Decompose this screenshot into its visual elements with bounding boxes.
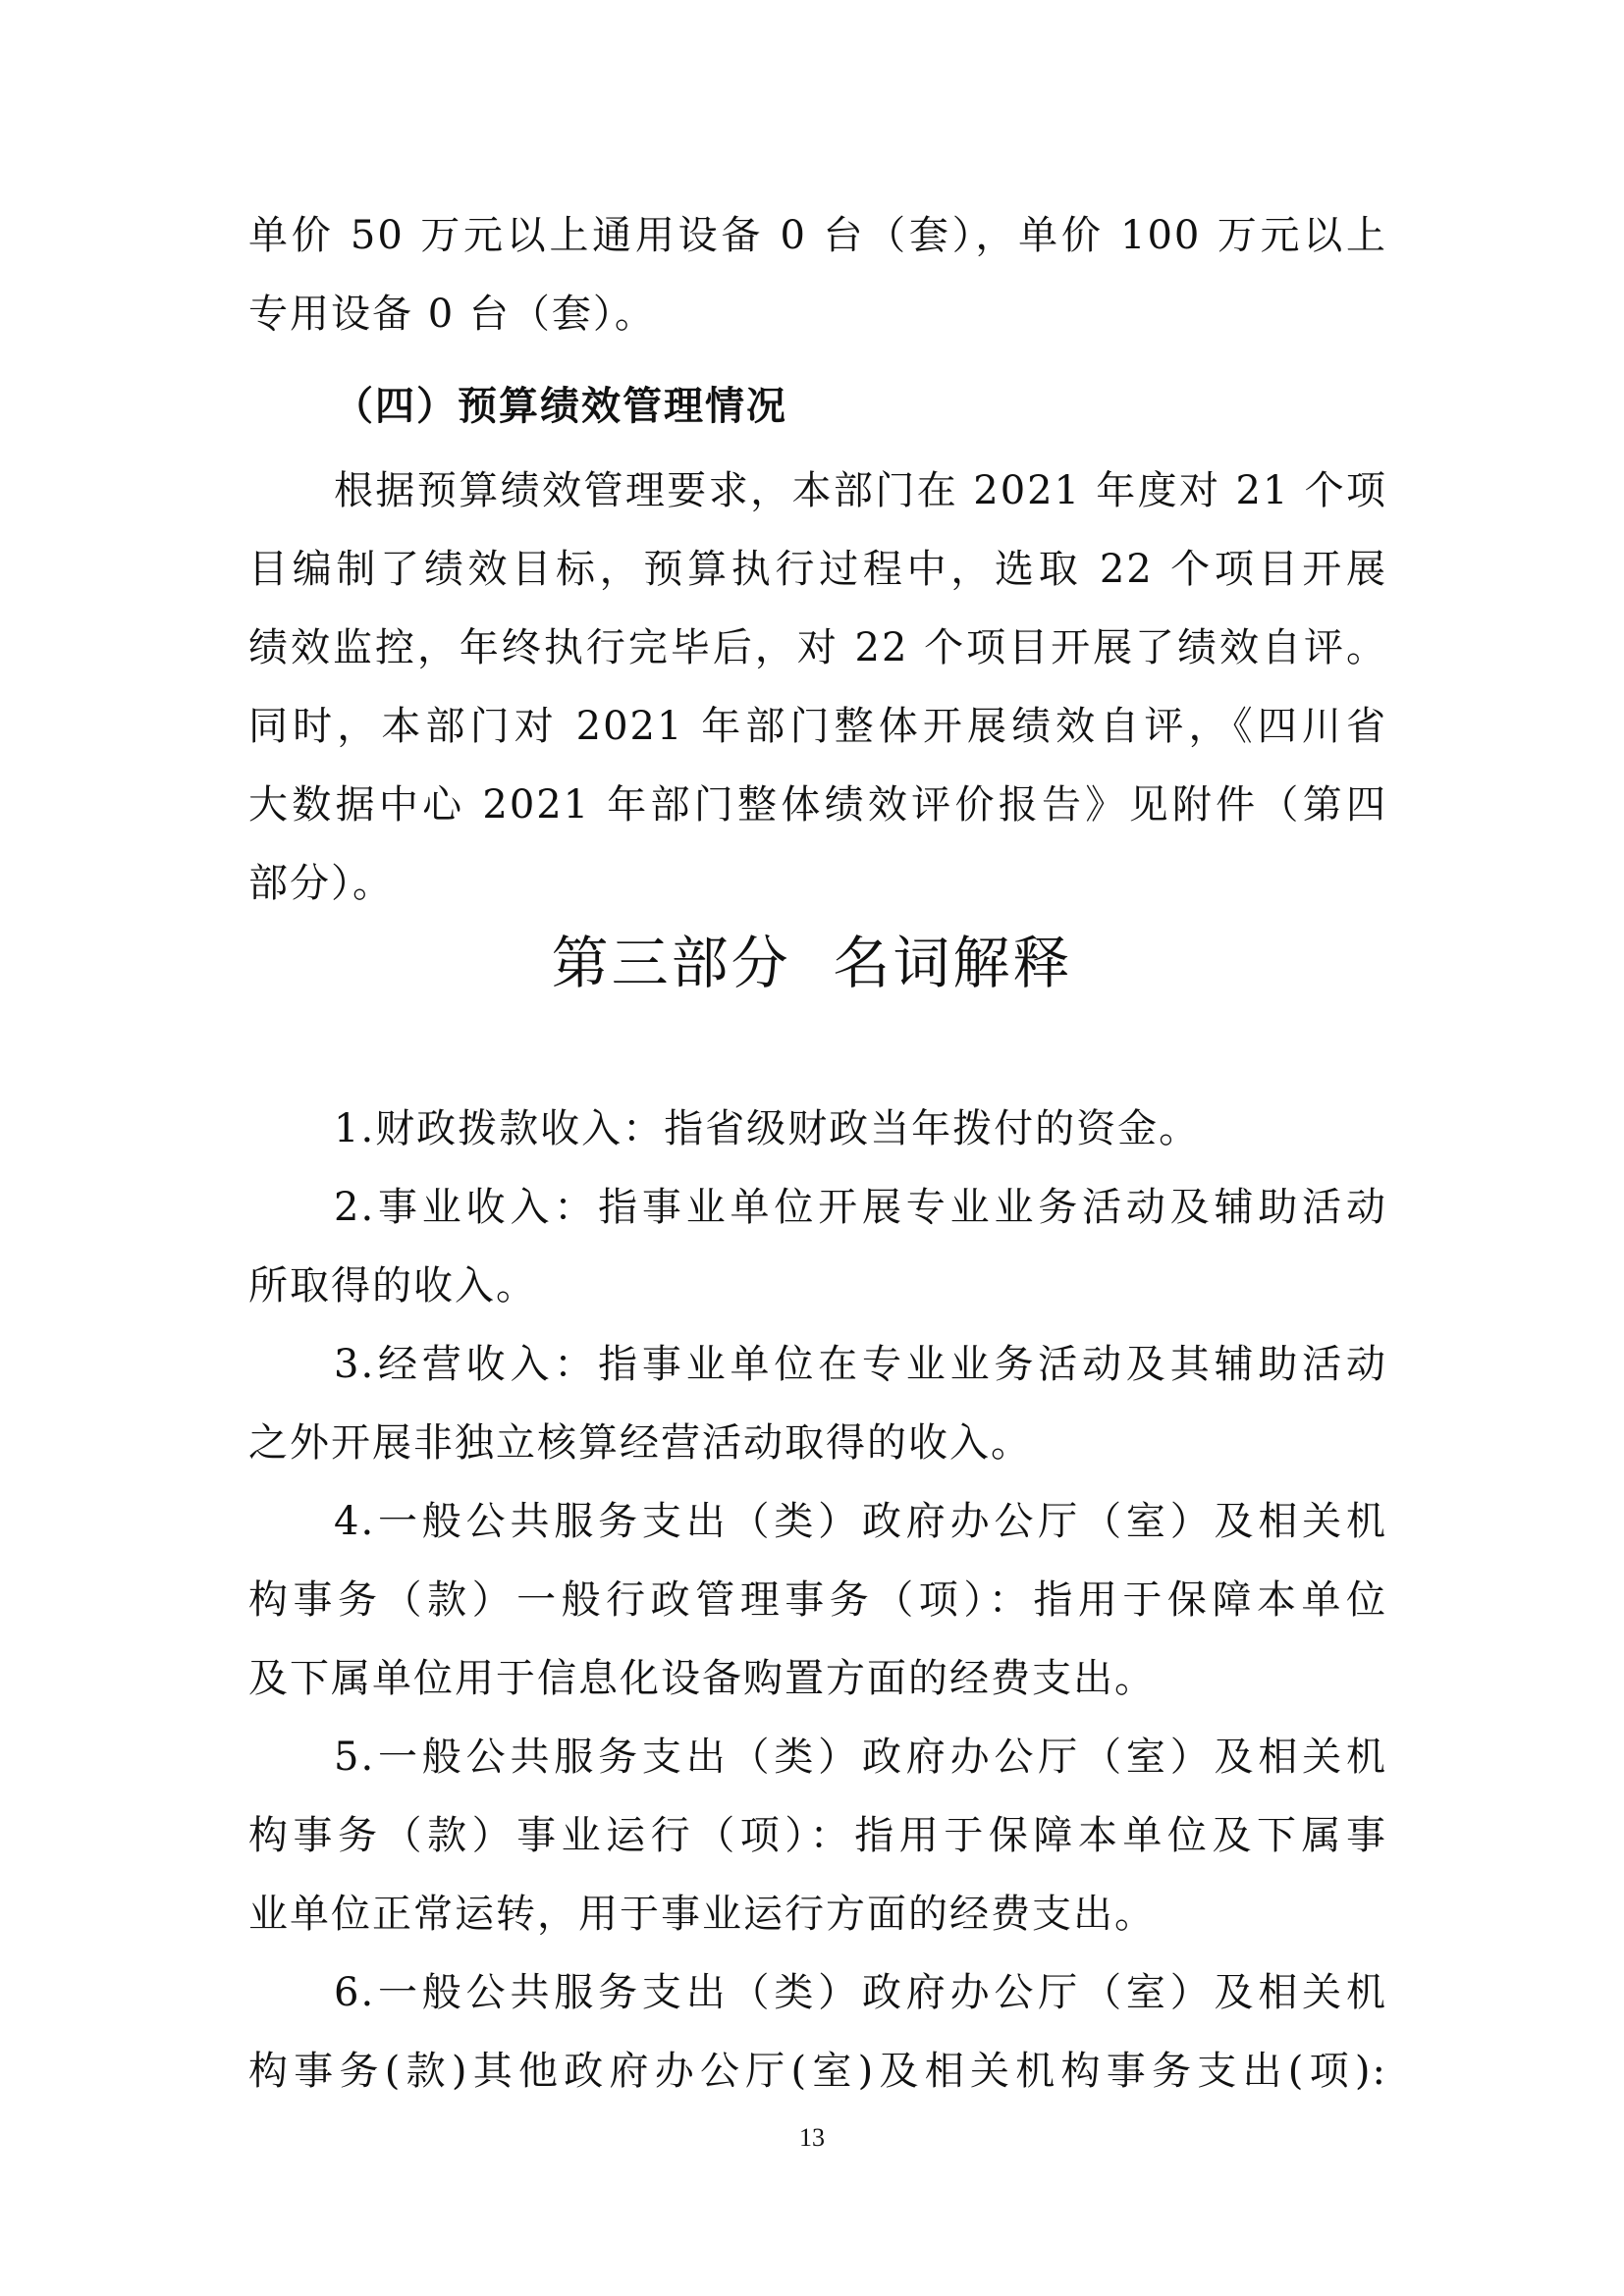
body-text-line: 目编制了绩效目标，预算执行过程中，选取 22 个项目开展: [248, 547, 1387, 592]
body-text-line: 大数据中心 2021 年部门整体绩效评价报告》见附件（第四: [248, 782, 1387, 828]
body-text-line: 构事务（款）一般行政管理事务（项）：指用于保障本单位: [248, 1577, 1387, 1623]
body-text-line: 6.一般公共服务支出（类）政府办公厅（室）及相关机: [334, 1970, 1387, 2015]
body-text-line: 同时，本部门对 2021 年部门整体开展绩效自评，《四川省: [248, 704, 1387, 749]
subheading: （四）预算绩效管理情况: [334, 384, 787, 429]
body-text-line: 及下属单位用于信息化设备购置方面的经费支出。: [248, 1656, 1156, 1701]
section-title: 第三部分 名词解释: [551, 930, 1073, 996]
body-text-line: 部分）。: [248, 861, 394, 906]
body-text-line: 专用设备 0 台（套）。: [248, 292, 656, 337]
body-text-line: 根据预算绩效管理要求，本部门在 2021 年度对 21 个项: [334, 468, 1387, 513]
body-text-line: 4.一般公共服务支出（类）政府办公厅（室）及相关机: [334, 1499, 1387, 1544]
body-text-line: 构事务（款）事业运行（项）：指用于保障本单位及下属事: [248, 1813, 1387, 1858]
body-text-line: 5.一般公共服务支出（类）政府办公厅（室）及相关机: [334, 1735, 1387, 1780]
body-text-line: 之外开展非独立核算经营活动取得的收入。: [248, 1420, 1032, 1466]
body-text-line: 业单位正常运转，用于事业运行方面的经费支出。: [248, 1892, 1156, 1937]
body-text-line: 绩效监控，年终执行完毕后，对 22 个项目开展了绩效自评。: [248, 625, 1387, 670]
body-text-line: 所取得的收入。: [248, 1263, 537, 1308]
body-text-line: 单价 50 万元以上通用设备 0 台（套），单价 100 万元以上: [248, 213, 1387, 258]
body-text-line: 3.经营收入：指事业单位在专业业务活动及其辅助活动: [334, 1342, 1387, 1387]
body-text-line: 构事务(款)其他政府办公厅(室)及相关机构事务支出(项):: [248, 2049, 1387, 2094]
page-number: 13: [799, 2123, 825, 2152]
body-text-line: 1.财政拨款收入：指省级财政当年拨付的资金。: [334, 1106, 1201, 1151]
body-text-line: 2.事业收入：指事业单位开展专业业务活动及辅助活动: [334, 1185, 1387, 1230]
